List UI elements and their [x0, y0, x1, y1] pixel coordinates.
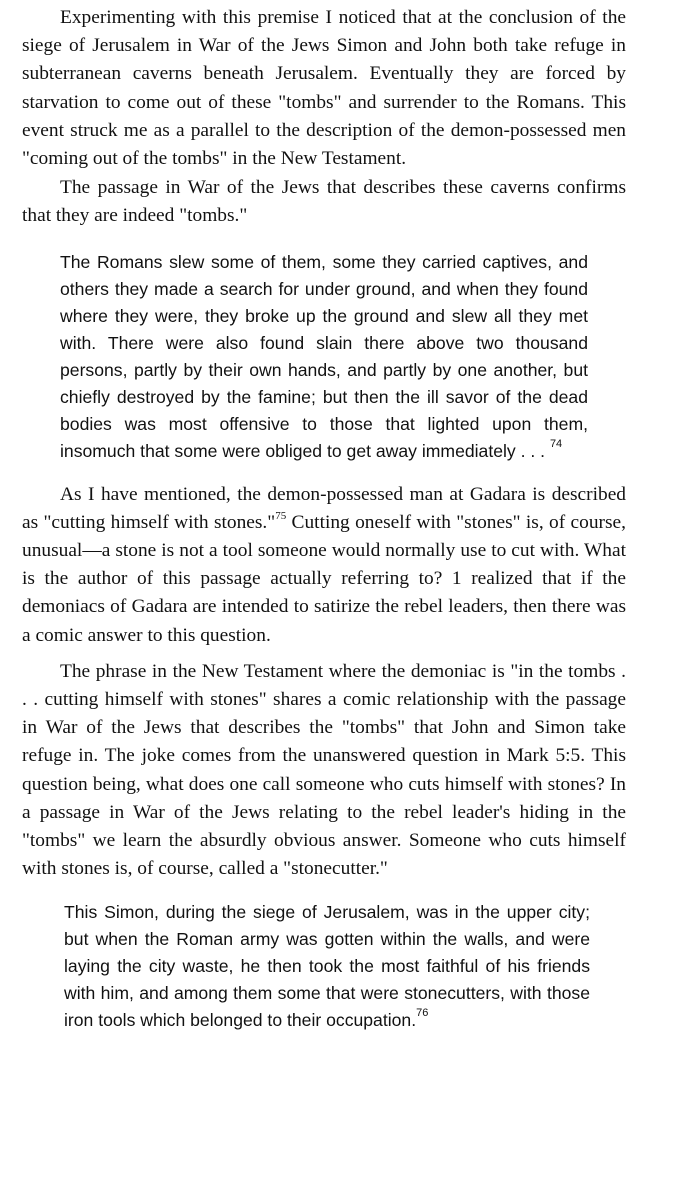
paragraph-text: Experimenting with this premise I noticed that at the conclusion of the siege of Jerusalem in War of the Jews Simon and John both take refuge in subterranean caverns beneath Jerusalem. Eventually they are forced by starvation to come out of these "tombs" and surrender to the Romans. This event struck me as a parallel to the description of the demon-possessed men "coming out of the tombs" in the New Testament.: [22, 7, 626, 170]
quote-text: The Romans slew some of them, some they carried captives, and others they made a search for under ground, and when they found where they were, they broke up the ground and slew all they met with. There were also found slain there above two thousand persons, partly by their own hands, and partly by one another, but chiefly destroyed by the famine; but then the ill savor of the dead bodies was most offensive to those that lighted upon them, insomuch that some were obliged to get away immediately . . .: [60, 251, 588, 461]
body-paragraph: [22, 4, 626, 173]
footnote-ref: 75: [275, 509, 287, 522]
paragraph-text: Cutting oneself with "stones" is, of course, unusual—a stone is not a tool someone would normally use to cut with. What is the author of this passage actually referring to? 1 realized that if the demoniacs of Gadara are intended to satirize the rebel leaders, then there was a comic answer to this question.: [22, 511, 626, 646]
body-paragraph: [22, 174, 626, 230]
footnote-ref: 76: [416, 1007, 429, 1020]
body-paragraph: [22, 658, 626, 884]
block-quote: [22, 249, 626, 465]
footnote-ref: 74: [549, 437, 563, 450]
body-paragraph: [22, 481, 626, 650]
quote-text: This Simon, during the siege of Jerusalem, was in the upper city; but when the Roman army was gotten within the walls, and were laying the city waste, he then took the most faithful of his friends with him, and among them some that were stonecutters, with those iron tools which belonged to their occupation.: [64, 902, 590, 1031]
paragraph-text: The passage in War of the Jews that describes these caverns confirms that they are indeed "tombs.": [22, 177, 626, 227]
block-quote: [22, 899, 626, 1034]
paragraph-text: The phrase in the New Testament where the demoniac is "in the tombs . . . cutting himself with stones" shares a comic relationship with the passage in War of the Jews that describes the "tombs" that John and Simon take refuge in. The joke comes from the unanswered question in Mark 5:5. This question being, what does one call someone who cuts himself with stones? In a passage in War of the Jews relating to the rebel leader's hiding in the "tombs" we learn the absurdly obvious answer. Someone who cuts himself with stones is, of course, called a "stonecutter.": [22, 660, 626, 880]
paragraph-text: As I have mentioned, the demon-possessed man at Gadara is described as "cutting himself with stones.": [22, 483, 626, 533]
document-page: [22, 4, 626, 1034]
